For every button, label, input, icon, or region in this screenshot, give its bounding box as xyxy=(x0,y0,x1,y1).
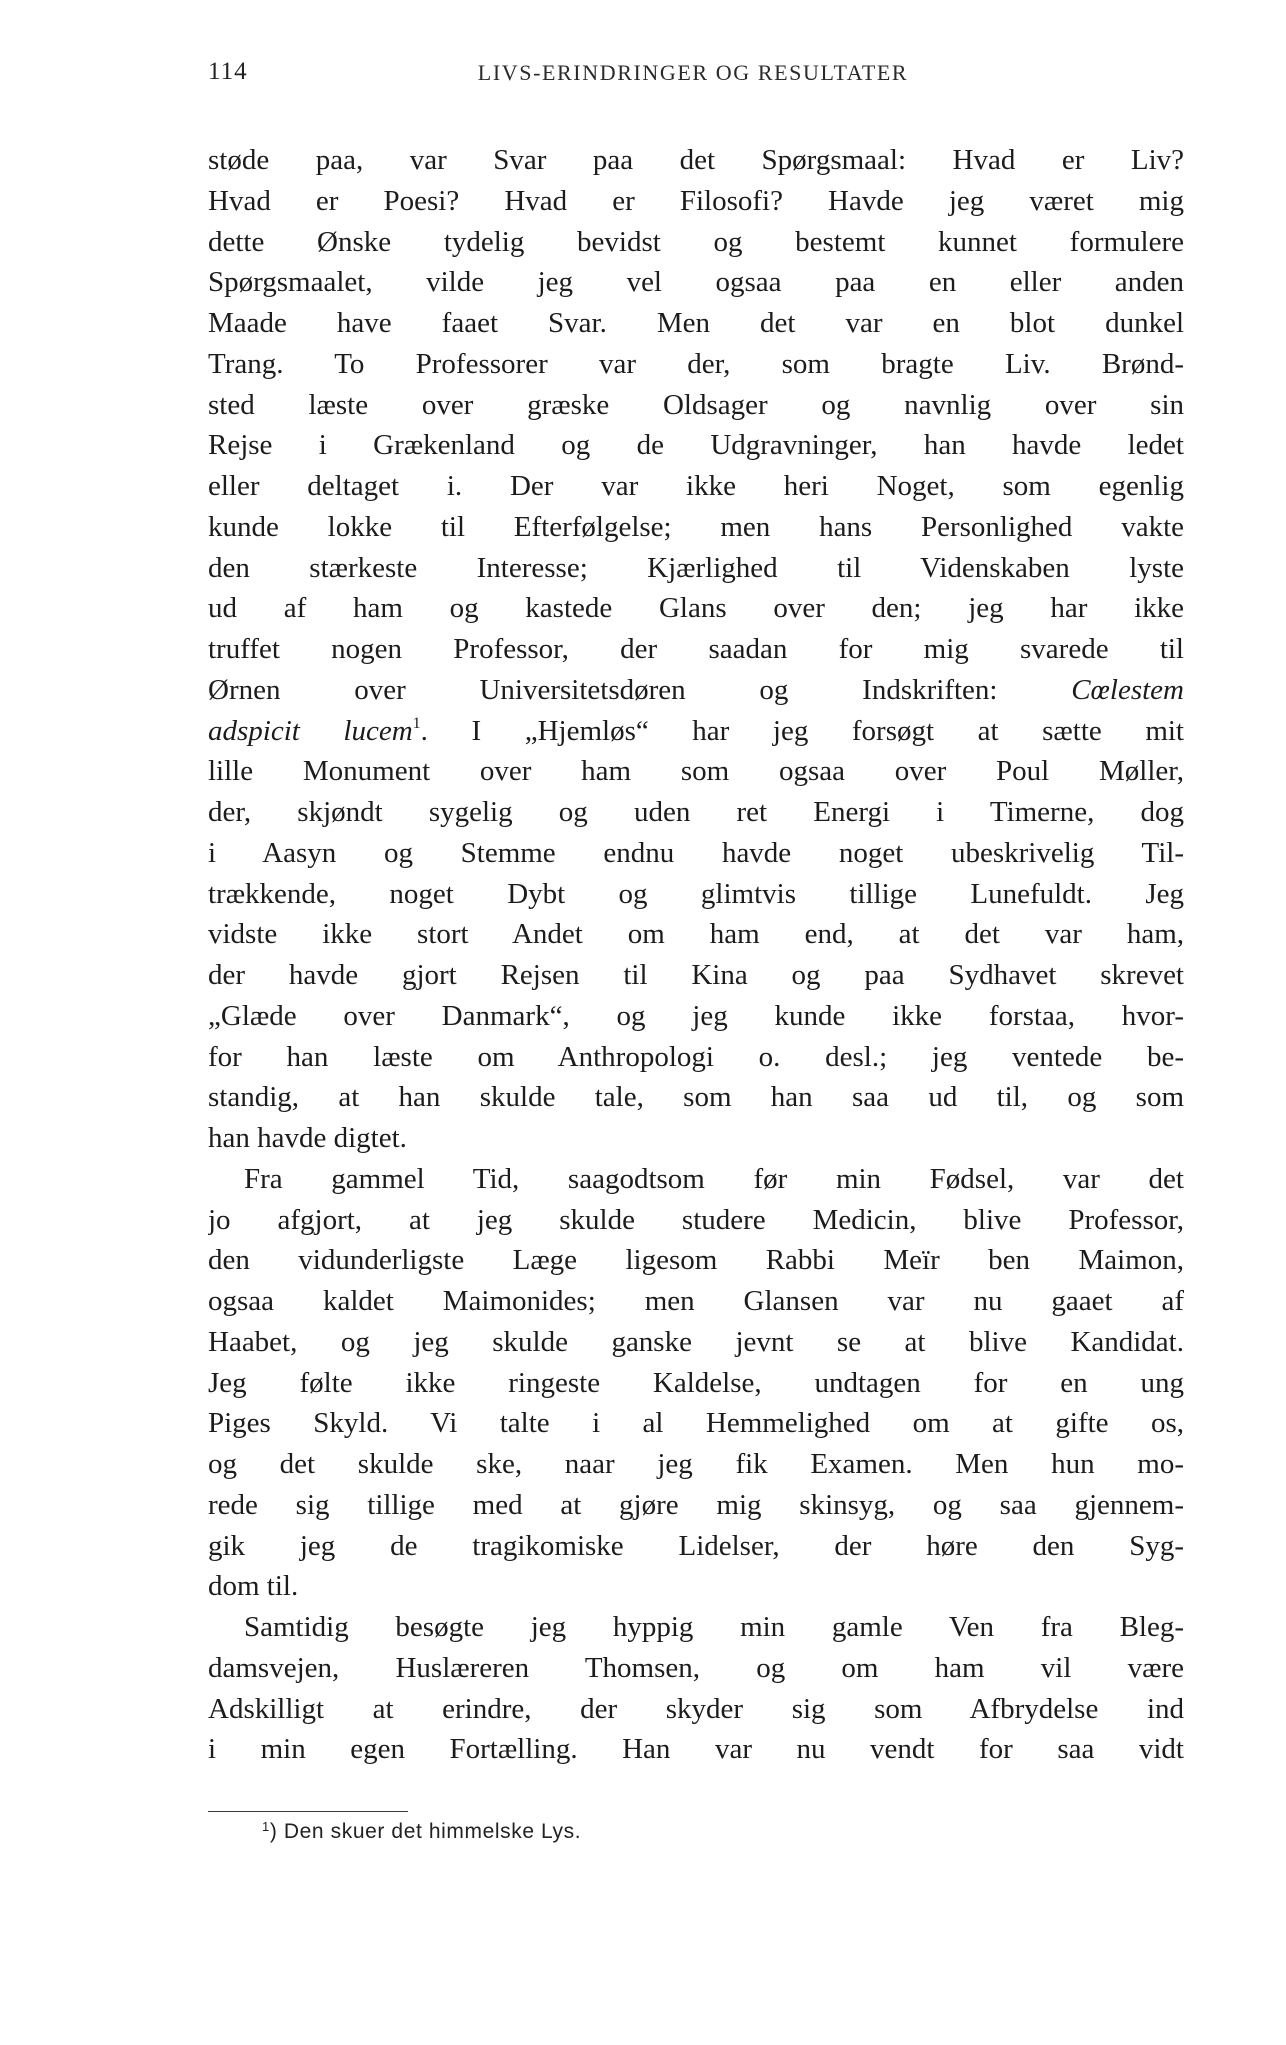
text-line: eller deltaget i. Der var ikke heri Noget, som egenlig xyxy=(208,470,1184,502)
text-line: støde paa, var Svar paa det Spørgsmaal: Hvad er Liv? xyxy=(208,144,1184,176)
footnote-text: Den skuer det himmelske Lys. xyxy=(283,1820,582,1843)
text-line: rede sig tillige med at gjøre mig skinsyg, og saa gjennem- xyxy=(208,1488,1184,1521)
text-line: der, skjøndt sygelig og uden ret Energi i Timerne, dog xyxy=(208,796,1184,828)
body-text xyxy=(208,140,1184,1770)
text-line-latin xyxy=(208,670,1184,711)
text-line: Jeg følte ikke ringeste Kaldelse, undtagen for en ung xyxy=(208,1366,1184,1399)
text-line: Fra gammel Tid, saagodtsom før min Fødsel, var det xyxy=(244,1162,1184,1195)
text-line: og det skulde ske, naar jeg fik Examen. Men hun mo- xyxy=(208,1448,1184,1480)
text-line: i Aasyn og Stemme endnu havde noget ubeskrivelig Til- xyxy=(208,836,1184,869)
text-line: den vidunderligste Læge ligesom Rabbi Meïr ben Maimon, xyxy=(208,1244,1184,1277)
text-line: lille Monument over ham som ogsaa over Poul Møller, xyxy=(208,755,1184,788)
text-line: Maade have faaet Svar. Men det var en blot dunkel xyxy=(208,307,1184,339)
latin-word: Cœlestem xyxy=(1071,673,1184,706)
footnote-ref[interactable]: 1 xyxy=(412,714,421,732)
text-line: kunde lokke til Efterfølgelse; men hans Personlighed vakte xyxy=(208,510,1184,543)
text-line: den stærkeste Interesse; Kjærlighed til Videnskaben lyste xyxy=(208,551,1184,584)
text-line: vidste ikke stort Andet om ham end, at det var ham, xyxy=(208,918,1184,951)
text-line: Piges Skyld. Vi talte i al Hemmelighed om at gifte os, xyxy=(208,1407,1184,1440)
footnote-rule xyxy=(208,1811,408,1812)
text-line: truffet nogen Professor, der saadan for mig svarede til xyxy=(208,633,1184,665)
text-line: Adskilligt at erindre, der skyder sig som Afbrydelse ind xyxy=(208,1692,1184,1725)
text-line: ud af ham og kastede Glans over den; jeg har ikke xyxy=(208,592,1184,625)
footnote-marker: 1 xyxy=(262,1819,270,1834)
text-line: gik jeg de tragikomiske Lidelser, der høre den Syg- xyxy=(208,1529,1184,1562)
text-line: Hvad er Poesi? Hvad er Filosofi? Havde jeg været mig xyxy=(208,184,1184,217)
text-line: standig, at han skulde tale, som han saa ud til, og som xyxy=(208,1081,1184,1114)
text-line: Trang. To Professorer var der, som bragte Liv. Brønd- xyxy=(208,347,1184,380)
text-line: Spørgsmaalet, vilde jeg vel ogsaa paa en eller anden xyxy=(208,266,1184,299)
text-line: han havde digtet. xyxy=(208,1122,407,1154)
text-line: dom til. xyxy=(208,1570,299,1603)
text-line: sted læste over græske Oldsager og navnlig over sin xyxy=(208,388,1184,421)
text-line: ogsaa kaldet Maimonides; men Glansen var nu gaaet af xyxy=(208,1285,1184,1317)
text-line: for han læste om Anthropologi o. desl.; jeg ventede be- xyxy=(208,1040,1184,1073)
latin-phrase: adspicit lucem xyxy=(208,714,413,747)
running-head xyxy=(208,58,1178,98)
text-line-latin-text: Ørnen over Universitetsdøren og Indskriften: Cœlestem xyxy=(208,673,1184,706)
text-line: dette Ønske tydelig bevidst og bestemt kunnet formulere xyxy=(208,225,1184,258)
page-number: 114 xyxy=(208,58,248,85)
text-line: „Glæde over Danmark“, og jeg kunde ikke forstaa, hvor- xyxy=(208,999,1184,1032)
text-line-rest: . I „Hjemløs“ har jeg forsøgt at sætte mit xyxy=(420,714,1184,747)
text-line: jo afgjort, at jeg skulde studere Medicin, blive Professor, xyxy=(208,1203,1184,1236)
text-line: i min egen Fortælling. Han var nu vendt for saa vidt xyxy=(208,1733,1184,1766)
text-line: Haabet, og jeg skulde ganske jevnt se at blive Kandidat. xyxy=(208,1325,1184,1358)
running-title: LIVS-ERINDRINGER OG RESULTATER xyxy=(477,60,909,85)
text-line: trækkende, noget Dybt og glimtvis tillige Lunefuldt. Jeg xyxy=(208,877,1184,910)
text-line: Samtidig besøgte jeg hyppig min gamle Ven fra Bleg- xyxy=(244,1611,1184,1643)
text-line: der havde gjort Rejsen til Kina og paa Sydhavet skrevet xyxy=(208,959,1184,991)
footnote: $^1$) Den skuer det himmelske Lys. xyxy=(262,1819,582,1843)
text-line: damsvejen, Huslæreren Thomsen, og om ham vil være xyxy=(208,1651,1184,1684)
text-line: Rejse i Grækenland og de Udgravninger, han havde ledet xyxy=(208,429,1184,462)
text-line-footnote-ref xyxy=(208,711,1184,752)
